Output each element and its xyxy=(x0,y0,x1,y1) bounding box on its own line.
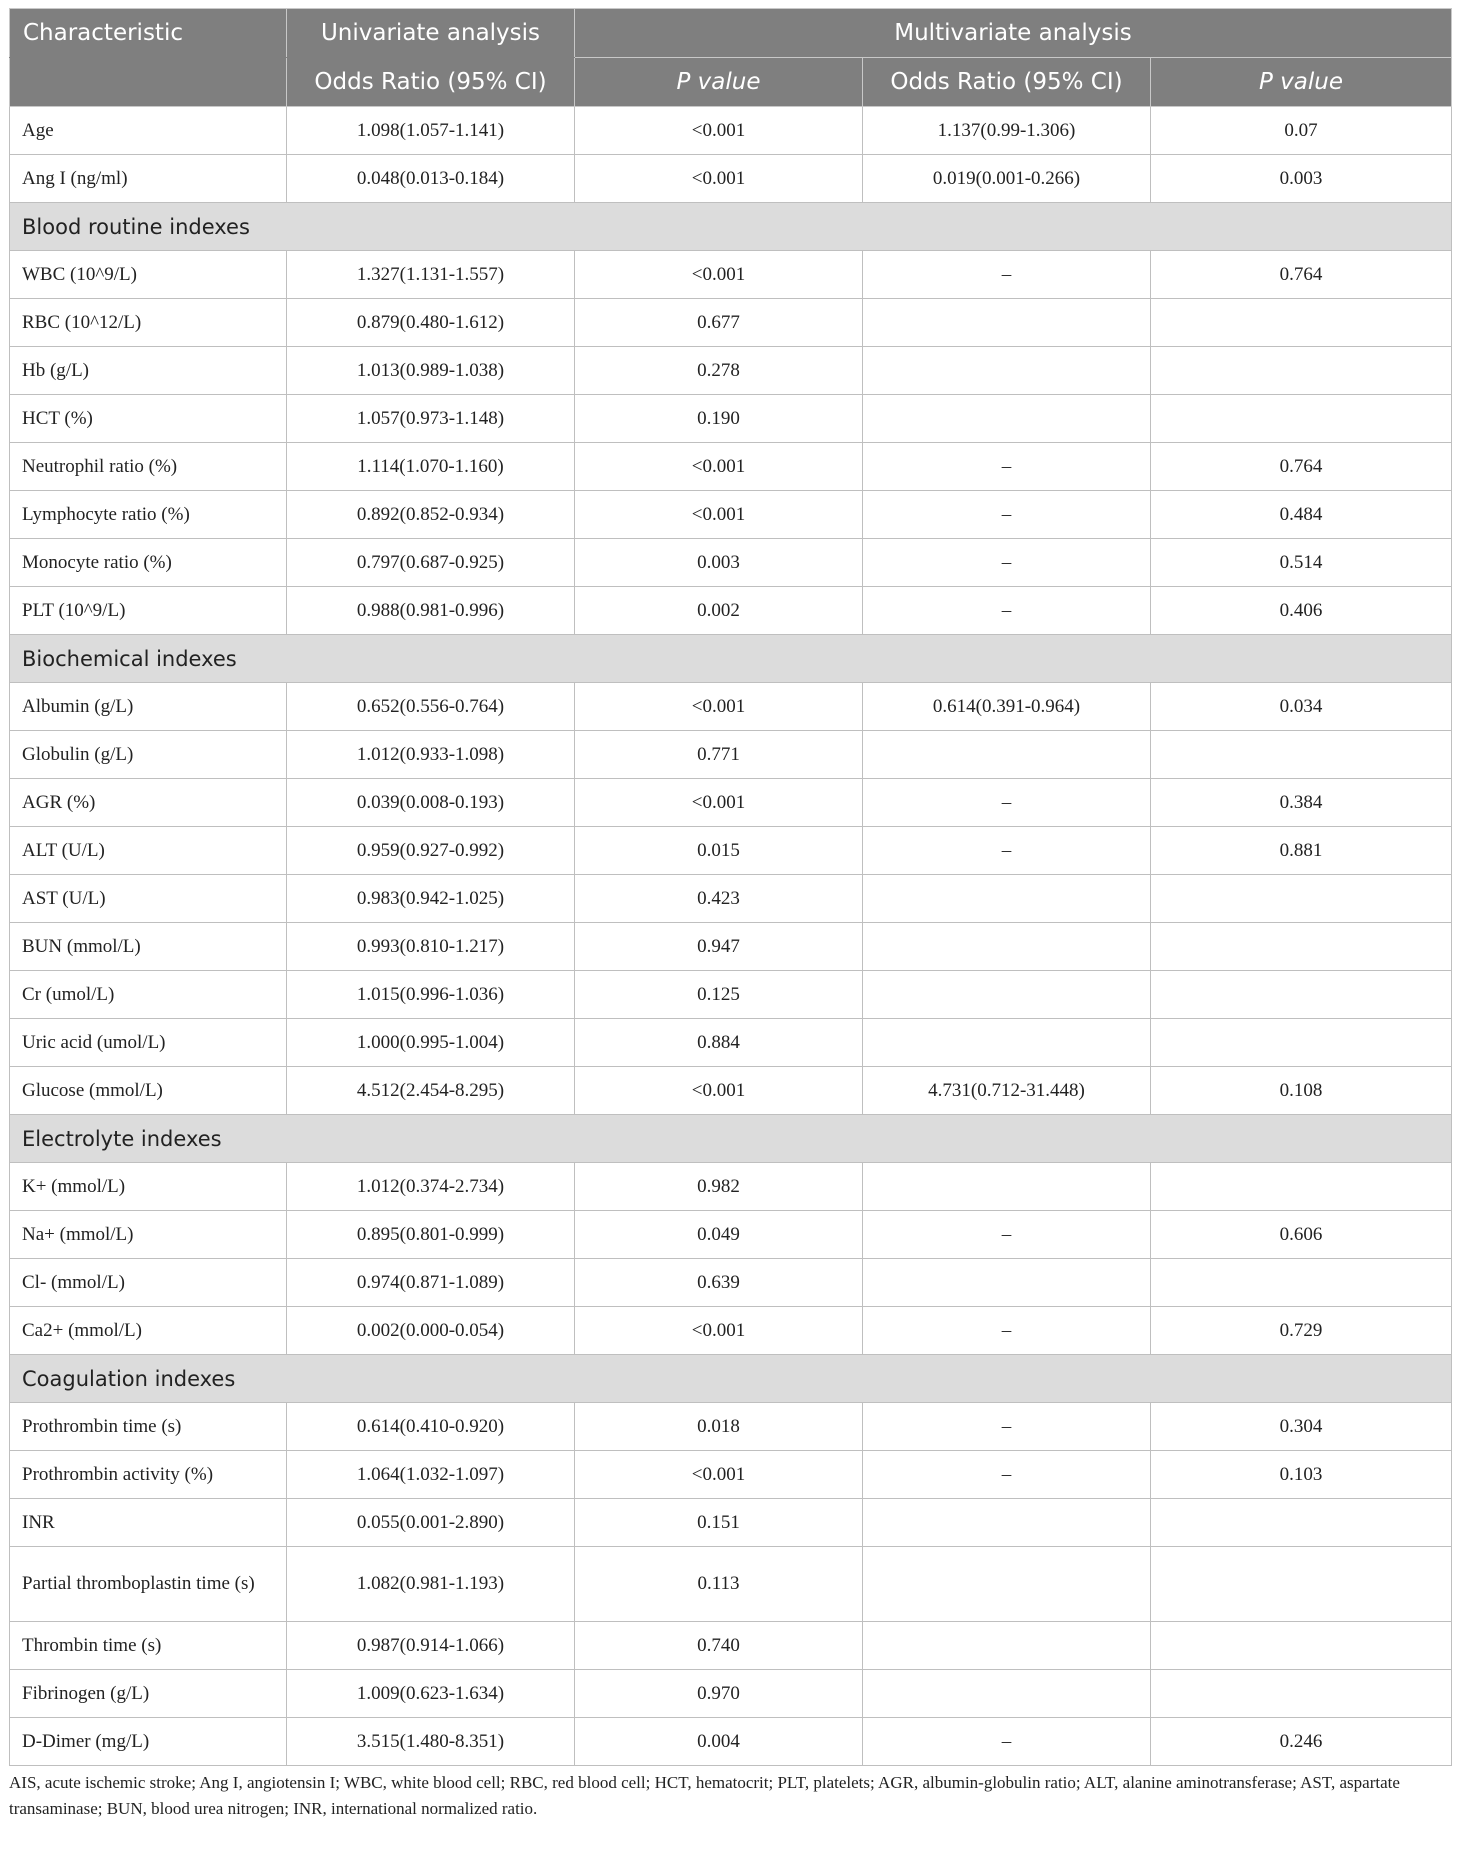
multi-odds-ratio xyxy=(863,1163,1151,1211)
table-row xyxy=(10,1019,1452,1067)
uni-odds-ratio: 1.012(0.933-1.098) xyxy=(287,731,575,779)
table-row xyxy=(10,1622,1452,1670)
row-label: Lymphocyte ratio (%) xyxy=(10,491,287,539)
row-label: Albumin (g/L) xyxy=(10,683,287,731)
uni-p-value: <0.001 xyxy=(575,107,863,155)
header-univariate: Univariate analysis xyxy=(287,9,575,58)
uni-odds-ratio: 1.064(1.032-1.097) xyxy=(287,1451,575,1499)
section-label: Blood routine indexes xyxy=(10,203,1452,251)
uni-p-value: 0.015 xyxy=(575,827,863,875)
uni-p-value: 0.982 xyxy=(575,1163,863,1211)
table-row xyxy=(10,491,1452,539)
multi-odds-ratio xyxy=(863,1670,1151,1718)
multi-odds-ratio: – xyxy=(863,1718,1151,1766)
table-row xyxy=(10,1547,1452,1622)
header-uni-p-value: P value xyxy=(575,58,863,107)
multi-p-value xyxy=(1151,1499,1452,1547)
row-label: BUN (mmol/L) xyxy=(10,923,287,971)
table-row xyxy=(10,1451,1452,1499)
uni-odds-ratio: 3.515(1.480-8.351) xyxy=(287,1718,575,1766)
multi-odds-ratio: – xyxy=(863,587,1151,635)
multi-odds-ratio: 0.614(0.391-0.964) xyxy=(863,683,1151,731)
uni-p-value: <0.001 xyxy=(575,1307,863,1355)
row-label: Na+ (mmol/L) xyxy=(10,1211,287,1259)
table-row xyxy=(10,587,1452,635)
uni-p-value: 0.423 xyxy=(575,875,863,923)
multi-odds-ratio: – xyxy=(863,443,1151,491)
table-row xyxy=(10,443,1452,491)
multi-p-value xyxy=(1151,731,1452,779)
multi-odds-ratio xyxy=(863,971,1151,1019)
row-label: Prothrombin activity (%) xyxy=(10,1451,287,1499)
uni-p-value: 0.278 xyxy=(575,347,863,395)
uni-odds-ratio: 0.988(0.981-0.996) xyxy=(287,587,575,635)
row-label: Uric acid (umol/L) xyxy=(10,1019,287,1067)
row-label: Globulin (g/L) xyxy=(10,731,287,779)
multi-p-value: 0.07 xyxy=(1151,107,1452,155)
multi-p-value: 0.729 xyxy=(1151,1307,1452,1355)
multi-p-value xyxy=(1151,1622,1452,1670)
table-row xyxy=(10,779,1452,827)
table-row xyxy=(10,1718,1452,1766)
table-header xyxy=(10,9,1452,107)
table-row xyxy=(10,1211,1452,1259)
uni-odds-ratio: 0.002(0.000-0.054) xyxy=(287,1307,575,1355)
multi-p-value: 0.406 xyxy=(1151,587,1452,635)
table-row xyxy=(10,923,1452,971)
multi-p-value xyxy=(1151,1163,1452,1211)
table-body xyxy=(10,107,1452,1766)
section-label: Coagulation indexes xyxy=(10,1355,1452,1403)
uni-odds-ratio: 0.879(0.480-1.612) xyxy=(287,299,575,347)
table-footnote: AIS, acute ischemic stroke; Ang I, angiotensin I; WBC, white blood cell; RBC, red blood cell; HCT, hematocrit; PLT, platelets; AGR, albumin-globulin ratio; ALT, alanine aminotransferase; AST, aspartate transaminase; BUN, blood urea nitrogen; INR, international normalized ratio. xyxy=(9,1773,1400,1818)
row-label: WBC (10^9/L) xyxy=(10,251,287,299)
header-multi-odds-ratio: Odds Ratio (95% CI) xyxy=(863,58,1151,107)
uni-odds-ratio: 1.114(1.070-1.160) xyxy=(287,443,575,491)
uni-p-value: 0.113 xyxy=(575,1547,863,1622)
uni-odds-ratio: 0.895(0.801-0.999) xyxy=(287,1211,575,1259)
uni-odds-ratio: 0.974(0.871-1.089) xyxy=(287,1259,575,1307)
uni-p-value: 0.771 xyxy=(575,731,863,779)
section-row xyxy=(10,635,1452,683)
row-label: Neutrophil ratio (%) xyxy=(10,443,287,491)
row-label: Ang I (ng/ml) xyxy=(10,155,287,203)
uni-odds-ratio: 0.055(0.001-2.890) xyxy=(287,1499,575,1547)
multi-odds-ratio xyxy=(863,1019,1151,1067)
multi-p-value: 0.304 xyxy=(1151,1403,1452,1451)
table-row xyxy=(10,347,1452,395)
row-label: Ca2+ (mmol/L) xyxy=(10,1307,287,1355)
uni-p-value: 0.049 xyxy=(575,1211,863,1259)
section-label: Biochemical indexes xyxy=(10,635,1452,683)
multi-p-value: 0.764 xyxy=(1151,443,1452,491)
uni-odds-ratio: 0.959(0.927-0.992) xyxy=(287,827,575,875)
multi-odds-ratio: 1.137(0.99-1.306) xyxy=(863,107,1151,155)
row-label: Thrombin time (s) xyxy=(10,1622,287,1670)
row-label: Cl- (mmol/L) xyxy=(10,1259,287,1307)
multi-p-value: 0.384 xyxy=(1151,779,1452,827)
row-label: Glucose (mmol/L) xyxy=(10,1067,287,1115)
uni-p-value: <0.001 xyxy=(575,155,863,203)
uni-p-value: 0.740 xyxy=(575,1622,863,1670)
row-label: RBC (10^12/L) xyxy=(10,299,287,347)
row-label: Cr (umol/L) xyxy=(10,971,287,1019)
multi-p-value: 0.606 xyxy=(1151,1211,1452,1259)
multi-odds-ratio: – xyxy=(863,1307,1151,1355)
multi-p-value xyxy=(1151,1547,1452,1622)
uni-odds-ratio: 0.039(0.008-0.193) xyxy=(287,779,575,827)
uni-odds-ratio: 0.797(0.687-0.925) xyxy=(287,539,575,587)
row-label: Prothrombin time (s) xyxy=(10,1403,287,1451)
table-row xyxy=(10,683,1452,731)
row-label: AGR (%) xyxy=(10,779,287,827)
uni-odds-ratio: 0.987(0.914-1.066) xyxy=(287,1622,575,1670)
uni-odds-ratio: 1.015(0.996-1.036) xyxy=(287,971,575,1019)
uni-p-value: 0.004 xyxy=(575,1718,863,1766)
multi-odds-ratio xyxy=(863,395,1151,443)
table-container xyxy=(9,8,1451,1766)
multi-p-value: 0.514 xyxy=(1151,539,1452,587)
multi-odds-ratio xyxy=(863,923,1151,971)
row-label: Fibrinogen (g/L) xyxy=(10,1670,287,1718)
uni-odds-ratio: 1.098(1.057-1.141) xyxy=(287,107,575,155)
row-label: AST (U/L) xyxy=(10,875,287,923)
multi-odds-ratio xyxy=(863,347,1151,395)
uni-odds-ratio: 1.082(0.981-1.193) xyxy=(287,1547,575,1622)
uni-p-value: 0.677 xyxy=(575,299,863,347)
multi-odds-ratio xyxy=(863,1259,1151,1307)
uni-p-value: 0.125 xyxy=(575,971,863,1019)
row-label: Partial thromboplastin time (s) xyxy=(10,1547,287,1622)
section-row xyxy=(10,1355,1452,1403)
row-label: PLT (10^9/L) xyxy=(10,587,287,635)
table-row xyxy=(10,1163,1452,1211)
multi-p-value xyxy=(1151,1259,1452,1307)
table-row xyxy=(10,1067,1452,1115)
row-label: ALT (U/L) xyxy=(10,827,287,875)
multi-odds-ratio: – xyxy=(863,779,1151,827)
uni-odds-ratio: 0.652(0.556-0.764) xyxy=(287,683,575,731)
table-row xyxy=(10,827,1452,875)
table-row xyxy=(10,299,1452,347)
uni-p-value: <0.001 xyxy=(575,251,863,299)
row-label: Age xyxy=(10,107,287,155)
uni-odds-ratio: 0.614(0.410-0.920) xyxy=(287,1403,575,1451)
uni-p-value: 0.947 xyxy=(575,923,863,971)
row-label: K+ (mmol/L) xyxy=(10,1163,287,1211)
regression-table xyxy=(9,8,1452,1766)
header-uni-odds-ratio: Odds Ratio (95% CI) xyxy=(287,58,575,107)
table-row xyxy=(10,395,1452,443)
section-row xyxy=(10,1115,1452,1163)
uni-odds-ratio: 1.009(0.623-1.634) xyxy=(287,1670,575,1718)
uni-odds-ratio: 0.993(0.810-1.217) xyxy=(287,923,575,971)
multi-p-value xyxy=(1151,1670,1452,1718)
uni-p-value: 0.970 xyxy=(575,1670,863,1718)
multi-p-value: 0.881 xyxy=(1151,827,1452,875)
uni-odds-ratio: 1.327(1.131-1.557) xyxy=(287,251,575,299)
multi-odds-ratio xyxy=(863,731,1151,779)
multi-odds-ratio xyxy=(863,1622,1151,1670)
table-row xyxy=(10,1670,1452,1718)
multi-odds-ratio: 4.731(0.712-31.448) xyxy=(863,1067,1151,1115)
uni-p-value: 0.190 xyxy=(575,395,863,443)
multi-p-value: 0.484 xyxy=(1151,491,1452,539)
row-label: Monocyte ratio (%) xyxy=(10,539,287,587)
multi-p-value xyxy=(1151,875,1452,923)
uni-p-value: 0.018 xyxy=(575,1403,863,1451)
multi-odds-ratio: – xyxy=(863,1451,1151,1499)
multi-p-value: 0.003 xyxy=(1151,155,1452,203)
uni-odds-ratio: 1.013(0.989-1.038) xyxy=(287,347,575,395)
uni-p-value: 0.003 xyxy=(575,539,863,587)
table-row xyxy=(10,155,1452,203)
multi-p-value xyxy=(1151,971,1452,1019)
uni-p-value: <0.001 xyxy=(575,779,863,827)
multi-odds-ratio: – xyxy=(863,539,1151,587)
multi-p-value: 0.103 xyxy=(1151,1451,1452,1499)
table-row xyxy=(10,1307,1452,1355)
multi-p-value xyxy=(1151,395,1452,443)
multi-odds-ratio xyxy=(863,1547,1151,1622)
uni-p-value: 0.884 xyxy=(575,1019,863,1067)
row-label: HCT (%) xyxy=(10,395,287,443)
multi-p-value xyxy=(1151,1019,1452,1067)
uni-odds-ratio: 4.512(2.454-8.295) xyxy=(287,1067,575,1115)
uni-p-value: 0.639 xyxy=(575,1259,863,1307)
uni-p-value: <0.001 xyxy=(575,1451,863,1499)
header-characteristic: Characteristic xyxy=(10,9,287,58)
multi-p-value: 0.246 xyxy=(1151,1718,1452,1766)
table-row xyxy=(10,1499,1452,1547)
multi-odds-ratio: – xyxy=(863,1211,1151,1259)
row-label: INR xyxy=(10,1499,287,1547)
uni-odds-ratio: 1.057(0.973-1.148) xyxy=(287,395,575,443)
row-label: D-Dimer (mg/L) xyxy=(10,1718,287,1766)
uni-p-value: 0.002 xyxy=(575,587,863,635)
multi-odds-ratio: 0.019(0.001-0.266) xyxy=(863,155,1151,203)
header-characteristic-blank xyxy=(10,58,287,107)
section-row xyxy=(10,203,1452,251)
table-row xyxy=(10,539,1452,587)
uni-odds-ratio: 0.983(0.942-1.025) xyxy=(287,875,575,923)
table-row xyxy=(10,107,1452,155)
multi-odds-ratio xyxy=(863,1499,1151,1547)
row-label: Hb (g/L) xyxy=(10,347,287,395)
uni-p-value: <0.001 xyxy=(575,491,863,539)
table-row xyxy=(10,251,1452,299)
uni-p-value: <0.001 xyxy=(575,1067,863,1115)
multi-odds-ratio xyxy=(863,875,1151,923)
header-multivariate: Multivariate analysis xyxy=(575,9,1452,58)
multi-p-value xyxy=(1151,923,1452,971)
header-multi-p-value: P value xyxy=(1151,58,1452,107)
table-row xyxy=(10,1259,1452,1307)
multi-odds-ratio: – xyxy=(863,1403,1151,1451)
table-row xyxy=(10,875,1452,923)
multi-p-value xyxy=(1151,299,1452,347)
uni-odds-ratio: 0.048(0.013-0.184) xyxy=(287,155,575,203)
uni-p-value: <0.001 xyxy=(575,683,863,731)
uni-p-value: 0.151 xyxy=(575,1499,863,1547)
uni-p-value: <0.001 xyxy=(575,443,863,491)
multi-odds-ratio: – xyxy=(863,491,1151,539)
uni-odds-ratio: 1.012(0.374-2.734) xyxy=(287,1163,575,1211)
multi-p-value: 0.764 xyxy=(1151,251,1452,299)
table-row xyxy=(10,1403,1452,1451)
multi-odds-ratio xyxy=(863,299,1151,347)
section-label: Electrolyte indexes xyxy=(10,1115,1452,1163)
table-row xyxy=(10,971,1452,1019)
multi-p-value: 0.108 xyxy=(1151,1067,1452,1115)
multi-odds-ratio: – xyxy=(863,827,1151,875)
multi-p-value: 0.034 xyxy=(1151,683,1452,731)
table-row xyxy=(10,731,1452,779)
uni-odds-ratio: 0.892(0.852-0.934) xyxy=(287,491,575,539)
multi-p-value xyxy=(1151,347,1452,395)
uni-odds-ratio: 1.000(0.995-1.004) xyxy=(287,1019,575,1067)
multi-odds-ratio: – xyxy=(863,251,1151,299)
